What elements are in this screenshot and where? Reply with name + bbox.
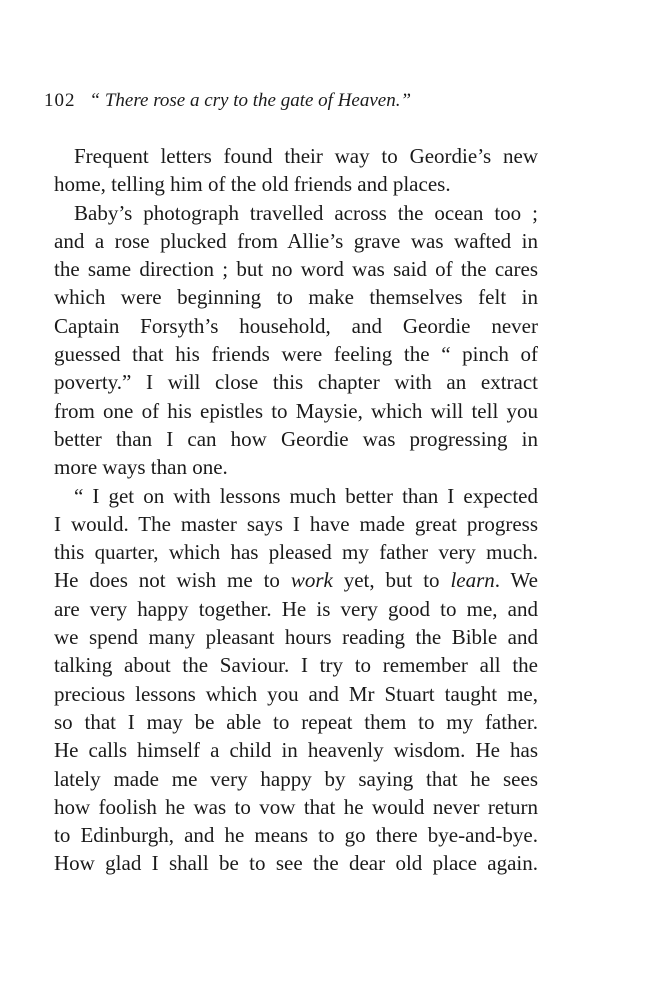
text-line: the same direction ; but no word was said of the cares	[54, 257, 538, 282]
text-line: guessed that his friends were feeling the “ pinch of	[54, 342, 538, 367]
text-segment: He does not wish me to	[54, 568, 291, 593]
text-line: more ways than one.	[54, 455, 228, 480]
text-line: which were beginning to make themselves felt in	[54, 285, 538, 310]
running-head	[44, 88, 564, 114]
text-line: Captain Forsyth’s household, and Geordie never	[54, 313, 538, 338]
text-line: to Edinburgh, and he means to go there bye-and-bye.	[54, 823, 538, 848]
page-number: 102	[44, 90, 76, 111]
text-line: How glad I shall be to see the dear old place again.	[54, 851, 538, 876]
text-line: Baby’s photograph travelled across the ocean too ;	[74, 200, 538, 225]
running-head-title: “ There rose a cry to the gate of Heaven.”	[89, 90, 412, 111]
text-line	[54, 566, 538, 594]
text-line: I would. The master says I have made great progress	[54, 511, 538, 536]
text-line: so that I may be able to repeat them to my father.	[54, 709, 538, 734]
text-line: precious lessons which you and Mr Stuart taught me,	[54, 681, 538, 706]
emphasis-learn: learn	[450, 568, 495, 593]
text-line: Frequent letters found their way to Geordie’s new	[74, 144, 538, 168]
text-line: talking about the Saviour. I try to remember all the	[54, 653, 538, 678]
text-line: “ I get on with lessons much better than I expected	[74, 483, 538, 508]
text-segment: yet, but to	[332, 568, 451, 593]
text-line: from one of his epistles to Maysie, which will tell you	[54, 398, 538, 423]
text-line: we spend many pleasant hours reading the Bible and	[54, 625, 538, 650]
text-line: how foolish he was to vow that he would never return	[54, 794, 538, 819]
text-line: this quarter, which has pleased my father very much.	[54, 540, 538, 565]
text-line: He calls himself a child in heavenly wisdom. He has	[54, 738, 538, 763]
text-line: and a rose plucked from Allie’s grave was wafted in	[54, 228, 538, 253]
text-line: better than I can how Geordie was progressing in	[54, 426, 538, 451]
text-line: home, telling him of the old friends and places.	[54, 172, 451, 197]
emphasis-work: work	[290, 568, 333, 593]
text-segment: . We	[494, 568, 538, 593]
text-line: are very happy together. He is very good to me, and	[54, 596, 538, 621]
body-text	[54, 142, 538, 878]
text-line: poverty.” I will close this chapter with an extract	[54, 370, 538, 395]
text-line: lately made me very happy by saying that he sees	[54, 766, 538, 791]
